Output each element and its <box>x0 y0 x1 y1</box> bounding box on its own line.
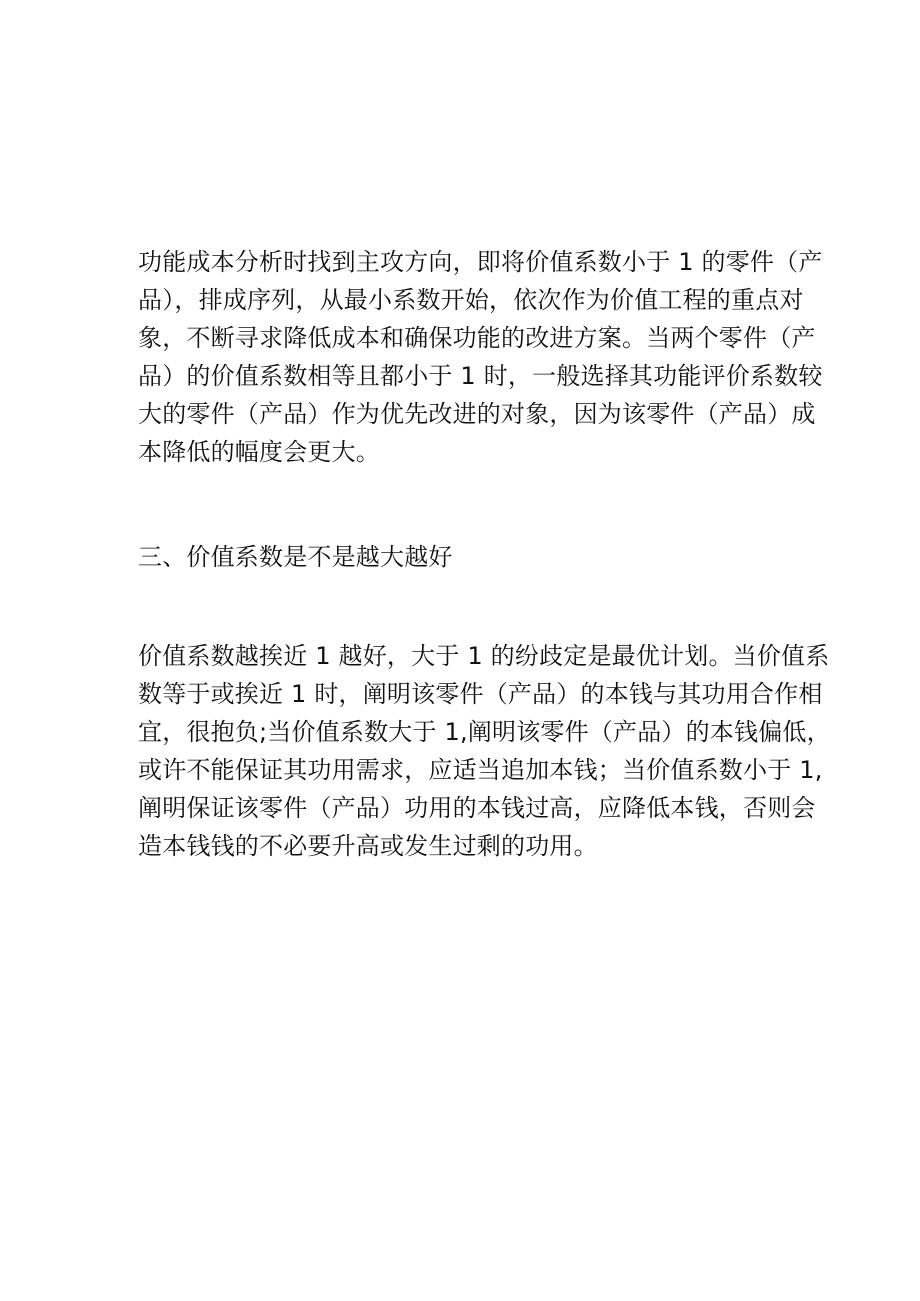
paragraph-line: 象，不断寻求降低成本和确保功能的改进方案。当两个零件（产 <box>138 324 816 352</box>
paragraph-line: 大的零件（产品）作为优先改进的对象，因为该零件（产品）成 <box>138 400 816 428</box>
paragraph-2 <box>138 637 831 865</box>
paragraph-line: 或许不能保证其功用需求，应适当追加本钱；当价值系数小于 1, <box>138 756 823 784</box>
paragraph-line: 数等于或挨近 1 时，阐明该零件（产品）的本钱与其功用合作相 <box>138 680 823 708</box>
section-heading-text: 三、价值系数是不是越大越好 <box>138 543 453 571</box>
paragraph-line: 宜，很抱负;当价值系数大于 1,阐明该零件（产品）的本钱偏低， <box>138 718 831 746</box>
paragraph-line: 阐明保证该零件（产品）功用的本钱过高，应降低本钱，否则会 <box>138 794 816 822</box>
paragraph-line: 本降低的幅度会更大。 <box>138 438 380 466</box>
paragraph-1 <box>138 243 823 471</box>
paragraph-line: 价值系数越挨近 1 越好，大于 1 的纷歧定是最优计划。当价值系 <box>138 642 830 670</box>
section-heading <box>138 538 798 576</box>
paragraph-line: 品）的价值系数相等且都小于 1 时，一般选择其功能评价系数较 <box>138 362 823 390</box>
paragraph-line: 造本钱钱的不必要升高或发生过剩的功用。 <box>138 832 598 860</box>
paragraph-line: 功能成本分析时找到主攻方向，即将价值系数小于 1 的零件（产 <box>138 248 823 276</box>
paragraph-line: 品），排成序列，从最小系数开始，依次作为价值工程的重点对 <box>138 286 804 314</box>
